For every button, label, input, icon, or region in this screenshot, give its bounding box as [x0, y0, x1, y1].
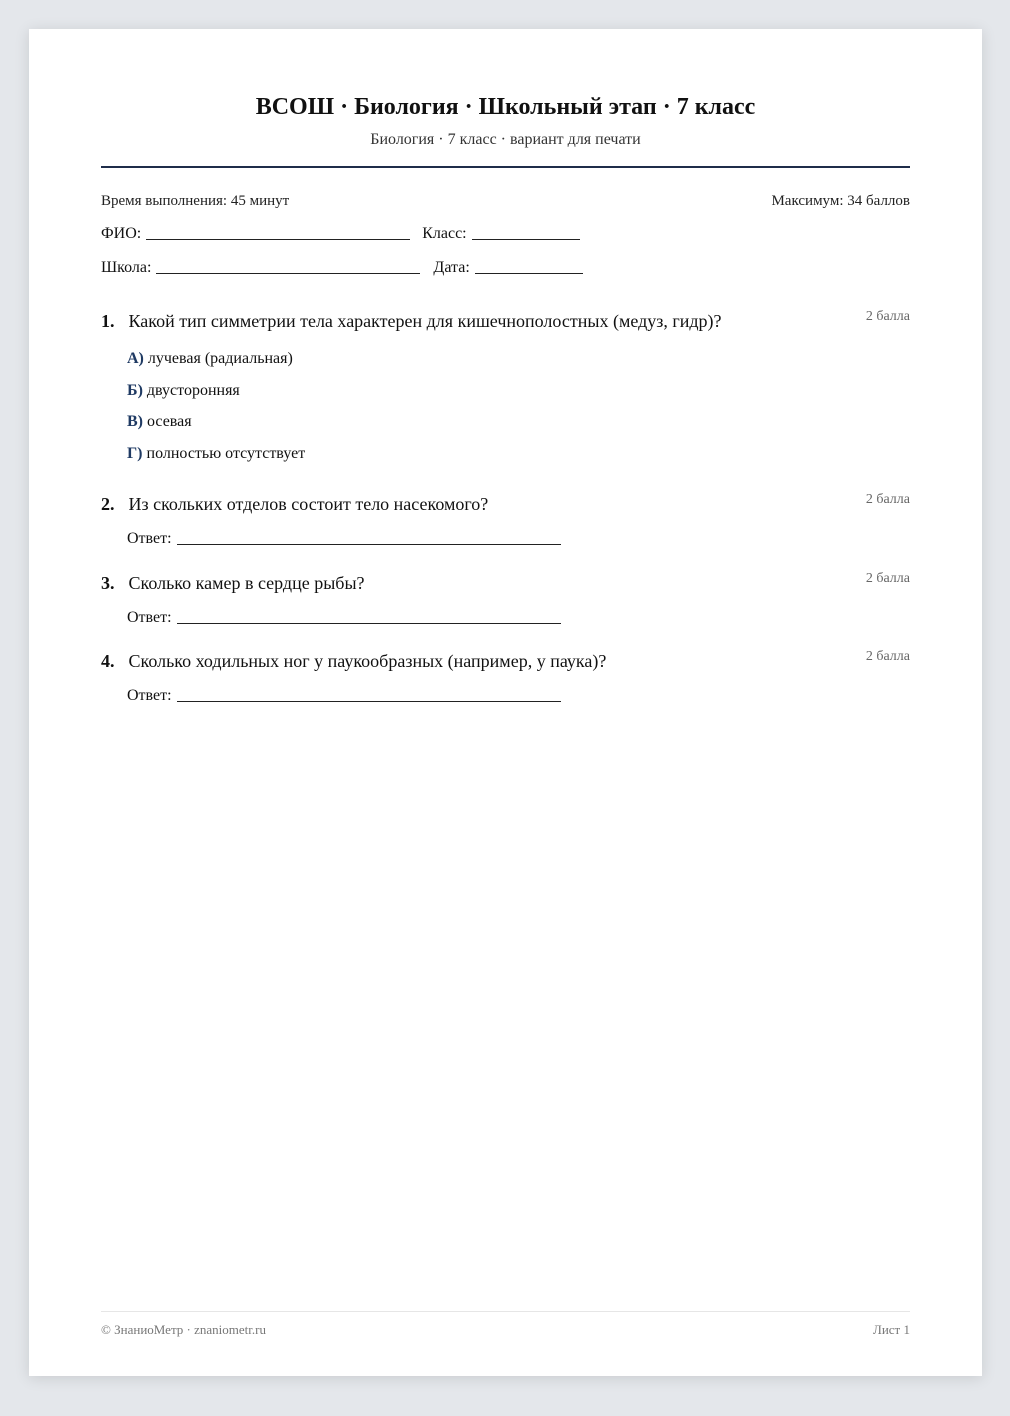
question-number: 4.: [101, 651, 115, 671]
question-text: Сколько камер в сердце рыбы?: [128, 573, 365, 593]
question-number: 1.: [101, 311, 115, 331]
question-4: [101, 651, 910, 705]
date-blank[interactable]: [475, 272, 583, 274]
answer-label: Ответ:: [127, 687, 172, 704]
date-label: Дата:: [433, 259, 470, 276]
option-text: полностью отсутствует: [146, 445, 306, 463]
answer-blank[interactable]: [177, 543, 561, 545]
answer-blank[interactable]: [177, 622, 561, 624]
question-points: 2 балла: [865, 649, 910, 664]
question-points: 2 балла: [865, 309, 910, 324]
student-fields-row-1: [101, 225, 910, 243]
footer: [101, 1322, 910, 1338]
answer-line: [101, 530, 910, 548]
page-title: ВСОШ · Биология · Школьный этап · 7 класс: [255, 94, 756, 120]
fio-blank[interactable]: [146, 238, 410, 240]
question-3: [101, 573, 910, 627]
page-subtitle: Биология · 7 класс · вариант для печати: [370, 131, 641, 148]
option-c[interactable]: [127, 412, 910, 444]
time-limit: Время выполнения: 45 минут: [101, 193, 290, 209]
option-d[interactable]: [127, 444, 910, 476]
question-number: 3.: [101, 573, 115, 593]
answer-line: [101, 609, 910, 627]
answer-label: Ответ:: [127, 530, 172, 547]
option-text: осевая: [147, 413, 192, 431]
question-1: [101, 311, 910, 476]
printable-sheet: [29, 29, 982, 1376]
class-label: Класс:: [422, 225, 467, 242]
school-blank[interactable]: [156, 272, 420, 274]
answer-blank[interactable]: [177, 700, 561, 702]
question-header: [101, 651, 910, 672]
option-text: лучевая (радиальная): [147, 350, 293, 367]
meta-row: [101, 193, 910, 210]
max-score: Максимум: 34 баллов: [771, 193, 910, 209]
option-b[interactable]: [127, 381, 910, 413]
question-number: 2.: [101, 494, 115, 514]
option-letter: А): [127, 350, 144, 367]
question-header: [101, 573, 910, 594]
option-letter: Б): [127, 381, 143, 399]
answer-line: [101, 687, 910, 705]
question-header: [101, 311, 910, 332]
answer-label: Ответ:: [127, 609, 172, 626]
header-divider: [101, 166, 910, 168]
option-letter: В): [127, 413, 143, 431]
page-number: Лист 1: [873, 1322, 910, 1337]
question-text: Из скольких отделов состоит тело насекомого?: [128, 494, 489, 514]
answer-options: [101, 349, 910, 476]
fio-label: ФИО:: [101, 225, 142, 242]
question-text: Сколько ходильных ног у паукообразных (например, у паука)?: [128, 651, 607, 671]
option-text: двусторонняя: [146, 381, 240, 399]
student-fields-row-2: [101, 259, 910, 277]
footer-divider: [101, 1311, 910, 1312]
sheet-content: [101, 29, 910, 1376]
question-points: 2 балла: [865, 492, 910, 507]
question-2: [101, 494, 910, 548]
question-points: 2 балла: [865, 571, 910, 586]
footer-copyright: © ЗнаниоМетр · znaniometr.ru: [101, 1322, 266, 1337]
question-header: [101, 494, 910, 515]
question-text: Какой тип симметрии тела характерен для кишечнополостных (медуз, гидр)?: [128, 311, 722, 331]
class-blank[interactable]: [472, 238, 580, 240]
option-letter: Г): [127, 445, 143, 463]
option-a[interactable]: [127, 349, 910, 381]
school-label: Школа:: [101, 259, 152, 276]
